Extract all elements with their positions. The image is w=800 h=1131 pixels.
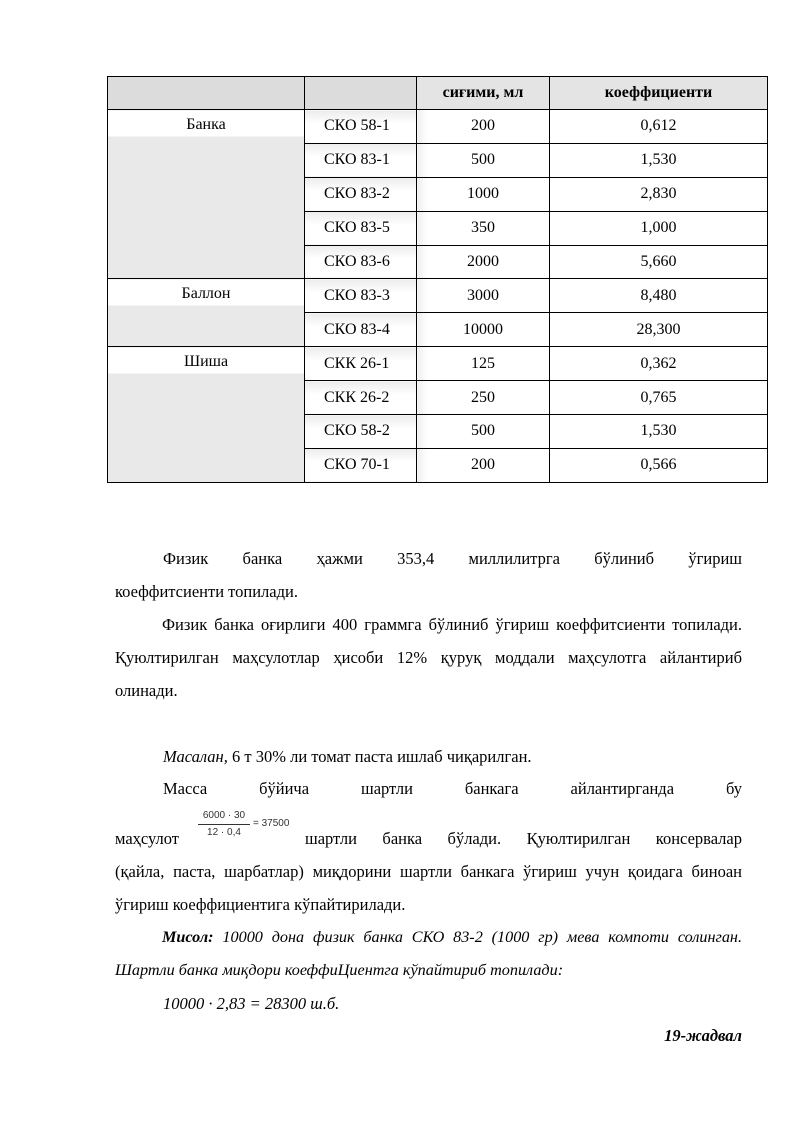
capacity-cell: 1000: [417, 177, 550, 211]
coefficient-cell: 1,000: [550, 211, 768, 245]
code-cell: СКО 70-1: [305, 448, 417, 482]
coefficient-cell: 28,300: [550, 313, 768, 347]
calculation-line: 10000 · 2,83 = 28300 ш.б.: [163, 994, 340, 1013]
paragraph-6: (қайла, паста, шарбатлар) миқдорини шартли банкага ўгириш учун қоидага биноан ўгириш коеффициентига кўпайтирилади.: [115, 862, 742, 914]
code-cell: СКО 58-1: [305, 110, 417, 144]
capacity-cell: 350: [417, 211, 550, 245]
header-cell-capacity: сиғими, мл: [417, 77, 550, 110]
code-cell: СКО 83-6: [305, 245, 417, 279]
coefficient-cell: 0,765: [550, 381, 768, 415]
code-cell: СКО 83-5: [305, 211, 417, 245]
header-cell-code: [305, 77, 417, 110]
table-row: [108, 347, 768, 381]
capacity-cell: 200: [417, 110, 550, 144]
code-cell: СКО 58-2: [305, 415, 417, 449]
paragraph-1-line-2: коеффитсиенти топилади.: [115, 582, 298, 601]
category-cell: Банка: [108, 110, 305, 279]
table-header-row: [108, 77, 768, 110]
capacity-cell: 500: [417, 415, 550, 449]
coefficient-cell: 8,480: [550, 279, 768, 313]
conversion-table: [107, 76, 768, 483]
header-cell-coefficient: коеффициенти: [550, 77, 768, 110]
category-cell: Шиша: [108, 347, 305, 483]
formula-result: = 37500: [253, 818, 290, 829]
code-cell: СКК 26-1: [305, 347, 417, 381]
example-intro: [163, 740, 532, 773]
coefficient-cell: 0,612: [550, 110, 768, 144]
example-label: Мисол:: [162, 928, 214, 946]
paragraph-5-end: шартли банка бўлади. Қуюлтирилган консервалар: [305, 829, 742, 848]
coefficient-cell: 0,362: [550, 347, 768, 381]
coefficient-cell: 1,530: [550, 143, 768, 177]
code-cell: СКК 26-2: [305, 381, 417, 415]
paragraph-2: Физик банка оғирлиги 400 граммга бўлиниб ўгириш коеффитсиенти топилади. Қуюлтирилган маҳсулотлар ҳисоби 12% қуруқ моддали маҳсулотга айлантириб олинади.: [115, 615, 742, 700]
category-cell: Баллон: [108, 279, 305, 347]
coefficient-cell: 2,830: [550, 177, 768, 211]
example-intro-italic: Масалан,: [163, 747, 228, 766]
paragraph-1-line-1: Физик банка ҳажми 353,4 миллилитрга бўлиниб ўгириш: [163, 549, 742, 568]
capacity-cell: 2000: [417, 245, 550, 279]
coefficient-cell: 5,660: [550, 245, 768, 279]
capacity-cell: 125: [417, 347, 550, 381]
table-row: [108, 279, 768, 313]
formula-numerator: 6000 · 30: [202, 810, 246, 821]
example-intro-text: 6 т 30% ли томат паста ишлаб чиқарилган.: [227, 747, 532, 766]
code-cell: СКО 83-1: [305, 143, 417, 177]
formula-image: [197, 808, 301, 848]
table-row: [108, 110, 768, 144]
paragraph-4: Масса бўйича шартли банкага айлантирганда бу: [163, 779, 742, 798]
example-paragraph: [115, 921, 742, 987]
header-cell-category: [108, 77, 305, 110]
table-caption-label: 19-жадвал: [664, 1026, 742, 1045]
capacity-cell: 200: [417, 448, 550, 482]
capacity-cell: 3000: [417, 279, 550, 313]
coefficient-cell: 0,566: [550, 448, 768, 482]
paragraph-5-start: маҳсулот: [115, 829, 180, 848]
coefficient-cell: 1,530: [550, 415, 768, 449]
code-cell: СКО 83-2: [305, 177, 417, 211]
capacity-cell: 250: [417, 381, 550, 415]
formula-fraction-bar: [198, 824, 250, 825]
capacity-cell: 10000: [417, 313, 550, 347]
code-cell: СКО 83-4: [305, 313, 417, 347]
example-text: 10000 дона физик банка СКО 83-2 (1000 гр) мева компоти солинган. Шартли банка миқдори коеффиЦиентга кўпайтириб топилади:: [115, 928, 742, 979]
formula-denominator: 12 · 0,4: [207, 827, 241, 838]
capacity-cell: 500: [417, 143, 550, 177]
code-cell: СКО 83-3: [305, 279, 417, 313]
